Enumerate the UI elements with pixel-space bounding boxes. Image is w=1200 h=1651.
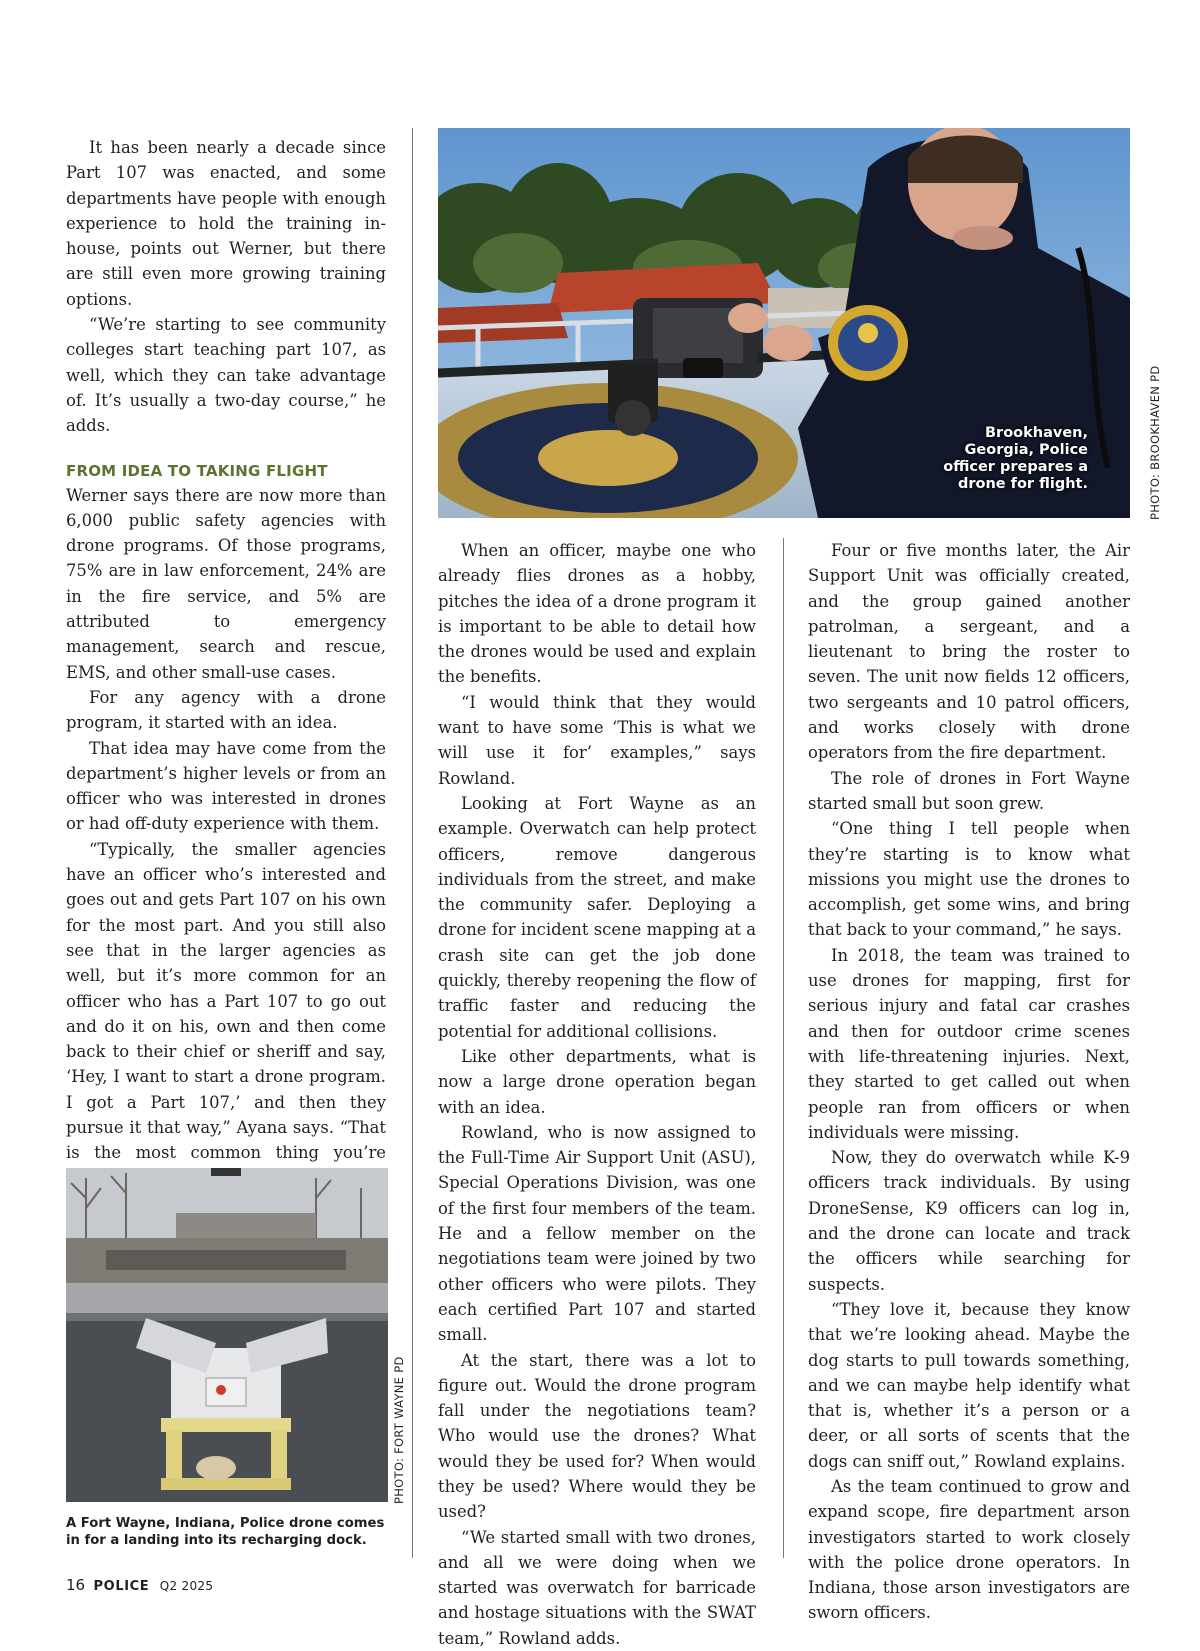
paragraph: For any agency with a drone program, it started with an idea.: [66, 687, 386, 733]
issue-label: Q2 2025: [159, 1579, 214, 1593]
page-number: 16: [66, 1576, 86, 1594]
photo-credit: PHOTO: BROOKHAVEN PD: [1148, 365, 1162, 520]
article-column-3: [808, 538, 1130, 1626]
paragraph: “I would think that they would want to have some ‘This is what we will use it for’ examples,” says Rowland.: [438, 692, 756, 788]
drone-dock-illustration: [66, 1168, 388, 1502]
paragraph: Rowland, who is now assigned to the Full-Time Air Support Unit (ASU), Special Operations Division, was one of the first four members of the team. He and a fellow member on the negotiations team were joined by two other officers who were pilots. They each certified Part 107 and started small.: [438, 1122, 756, 1345]
paragraph: “We started small with two drones, and all we were doing when we started was overwatch for barricade and hostage situations with the SWAT team,” Rowland adds.: [438, 1527, 756, 1648]
section-subhead: FROM IDEA TO TAKING FLIGHT: [66, 461, 328, 480]
publication-name: POLICE: [93, 1579, 150, 1594]
paragraph: Now, they do overwatch while K-9 officers track individuals. By using DroneSense, K9 officers can log in, and the drone can locate and track the officers while searching for suspects.: [808, 1148, 1130, 1294]
photo-officer-with-drone: [438, 128, 1130, 518]
paragraph: “They love it, because they know that we’re looking ahead. Maybe the dog starts to pull towards something, and we can maybe help identify what that is, whether it’s a person or a deer, or all sorts of scents that the dogs can sniff out,” Rowland explains.: [808, 1299, 1130, 1471]
paragraph: “Typically, the smaller agencies have an officer who’s interested and goes out and gets Part 107 on his own for the most part. And you still also see that in the larger agencies as well, but it’s more common for an officer who has a Part 107 to go out and do it on his, own and then come back to their chief or sheriff and say, ‘Hey, I want to start a drone program. I got a Part 107,’ and then they pursue it that way,” Ayana says. “That is the most common thing you’re: [66, 839, 386, 1163]
paragraph: Looking at Fort Wayne as an example. Overwatch can help protect officers, remove dangerous individuals from the street, and make the community safer. Deploying a drone for incident scene mapping at a crash site can get the job done quickly, thereby reopening the flow of traffic faster and reducing the potential for additional collisions.: [438, 793, 756, 1041]
paragraph: The role of drones in Fort Wayne started small but soon grew.: [808, 768, 1130, 813]
paragraph: “We’re starting to see community colleges start teaching part 107, as well, which they can take advantage of. It’s usually a two-day course,” he adds.: [66, 315, 386, 436]
photo-drone-dock: [66, 1168, 388, 1502]
photo-caption-overlay: Brookhaven, Georgia, Police officer prepares a drone for flight.: [943, 425, 1088, 492]
article-column-2: [438, 538, 756, 1651]
paragraph: In 2018, the team was trained to use drones for mapping, first for serious injury and fatal car crashes and then for outdoor crime scenes with life-threatening injuries. Next, they started to get called out when people ran from officers or when individuals were missing.: [808, 945, 1130, 1142]
paragraph: At the start, there was a lot to figure out. Would the drone program fall under the negotiations team? Who would use the drones? What would they be used for? When would they be used? Where would they be used?: [438, 1350, 756, 1522]
column-divider: [783, 538, 784, 1558]
paragraph: When an officer, maybe one who already flies drones as a hobby, pitches the idea of a drone program it is important to be able to detail how the drones would be used and explain the benefits.: [438, 541, 756, 687]
photo-credit: PHOTO: FORT WAYNE PD: [392, 1356, 406, 1504]
paragraph: It has been nearly a decade since Part 107 was enacted, and some departments have people with enough experience to hold the training in-house, points out Werner, but there are still even more growing training options.: [66, 138, 386, 309]
article-column-1: [66, 135, 386, 1267]
page-footer: [66, 1576, 213, 1594]
paragraph: Four or five months later, the Air Support Unit was officially created, and the group gained another patrolman, a sergeant, and a lieutenant to bring the roster to seven. The unit now fields 12 officers, two sergeants and 10 patrol officers, and works closely with drone operators from the fire department.: [808, 541, 1130, 763]
paragraph: Werner says there are now more than 6,000 public safety agencies with drone programs. Of those programs, 75% are in law enforcement, 24% are in the fire service, and 5% are attributed to emergency management, search and rescue, EMS, and other small-use cases.: [66, 485, 386, 682]
photo-caption: A Fort Wayne, Indiana, Police drone comes in for a landing into its recharging dock.: [66, 1516, 385, 1548]
paragraph: Like other departments, what is now a large drone operation began with an idea.: [438, 1046, 756, 1117]
paragraph: As the team continued to grow and expand scope, fire department arson investigators started to work closely with the police drone operators. In Indiana, those arson investigators are sworn officers.: [808, 1476, 1130, 1623]
column-divider: [412, 128, 413, 1558]
paragraph: That idea may have come from the department’s higher levels or from an officer who was interested in drones or had off-duty experience with them.: [66, 738, 386, 834]
paragraph: “One thing I tell people when they’re starting is to know what missions you might use the drones to accomplish, get some wins, and bring that back to your command,” he says.: [808, 819, 1130, 940]
